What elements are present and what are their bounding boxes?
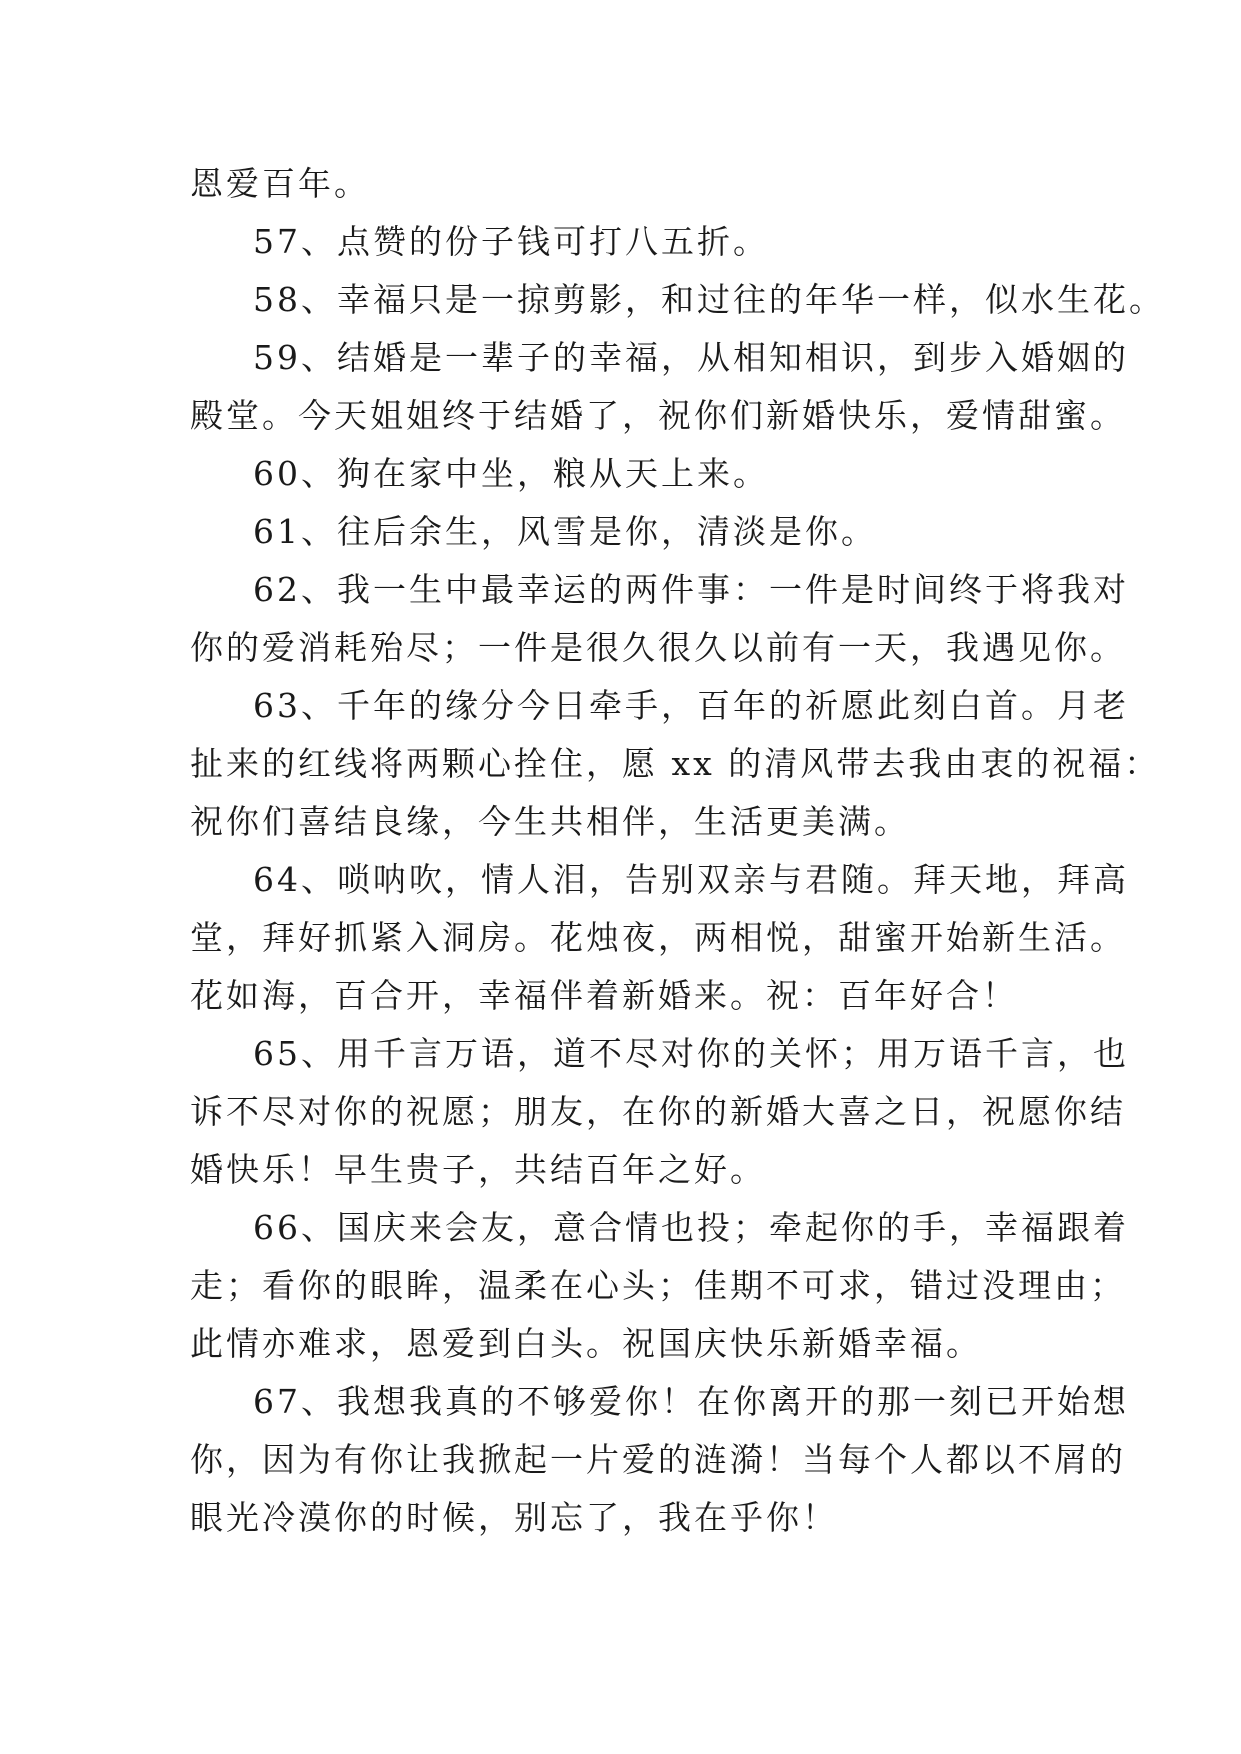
text-line: 67、我想我真的不够爱你！在你离开的那一刻已开始想 — [253, 1382, 1129, 1421]
text-line: 64、唢呐吹，情人泪，告别双亲与君随。拜天地，拜高 — [253, 860, 1129, 899]
text-line: 殿堂。今天姐姐终于结婚了，祝你们新婚快乐，爱情甜蜜。 — [190, 396, 1126, 435]
text-line: 婚快乐！早生贵子，共结百年之好。 — [190, 1150, 766, 1189]
text-line: 你，因为有你让我掀起一片爱的涟漪！当每个人都以不屑的 — [190, 1440, 1126, 1479]
text-line: 57、点赞的份子钱可打八五折。 — [253, 222, 769, 261]
text-line: 60、狗在家中坐，粮从天上来。 — [253, 454, 769, 493]
text-line: 恩爱百年。 — [190, 164, 370, 203]
text-line: 58、幸福只是一掠剪影，和过往的年华一样，似水生花。 — [253, 280, 1165, 319]
text-line: 66、国庆来会友，意合情也投；牵起你的手，幸福跟着 — [253, 1208, 1129, 1247]
text-line: 62、我一生中最幸运的两件事：一件是时间终于将我对 — [253, 570, 1129, 609]
text-line: 花如海，百合开，幸福伴着新婚来。祝：百年好合！ — [190, 976, 1018, 1015]
text-line: 63、千年的缘分今日牵手，百年的祈愿此刻白首。月老 — [253, 686, 1129, 725]
text-line: 61、往后余生，风雪是你，清淡是你。 — [253, 512, 877, 551]
text-line: 走；看你的眼眸，温柔在心头；佳期不可求，错过没理由； — [190, 1266, 1126, 1305]
document-body — [190, 155, 1165, 1547]
text-line: 59、结婚是一辈子的幸福，从相知相识，到步入婚姻的 — [253, 338, 1129, 377]
text-line: 祝你们喜结良缘，今生共相伴，生活更美满。 — [190, 802, 910, 841]
text-line: 堂，拜好抓紧入洞房。花烛夜，两相悦，甜蜜开始新生活。 — [190, 918, 1126, 957]
text-line: 眼光冷漠你的时候，别忘了，我在乎你！ — [190, 1498, 838, 1537]
text-line: 65、用千言万语，道不尽对你的关怀；用万语千言，也 — [253, 1034, 1129, 1073]
text-line: 扯来的红线将两颗心拴住，愿 xx 的清风带去我由衷的祝福： — [190, 744, 1161, 783]
text-line: 诉不尽对你的祝愿；朋友，在你的新婚大喜之日，祝愿你结 — [190, 1092, 1126, 1131]
text-line: 此情亦难求，恩爱到白头。祝国庆快乐新婚幸福。 — [190, 1324, 982, 1363]
text-line: 你的爱消耗殆尽；一件是很久很久以前有一天，我遇见你。 — [190, 628, 1126, 667]
